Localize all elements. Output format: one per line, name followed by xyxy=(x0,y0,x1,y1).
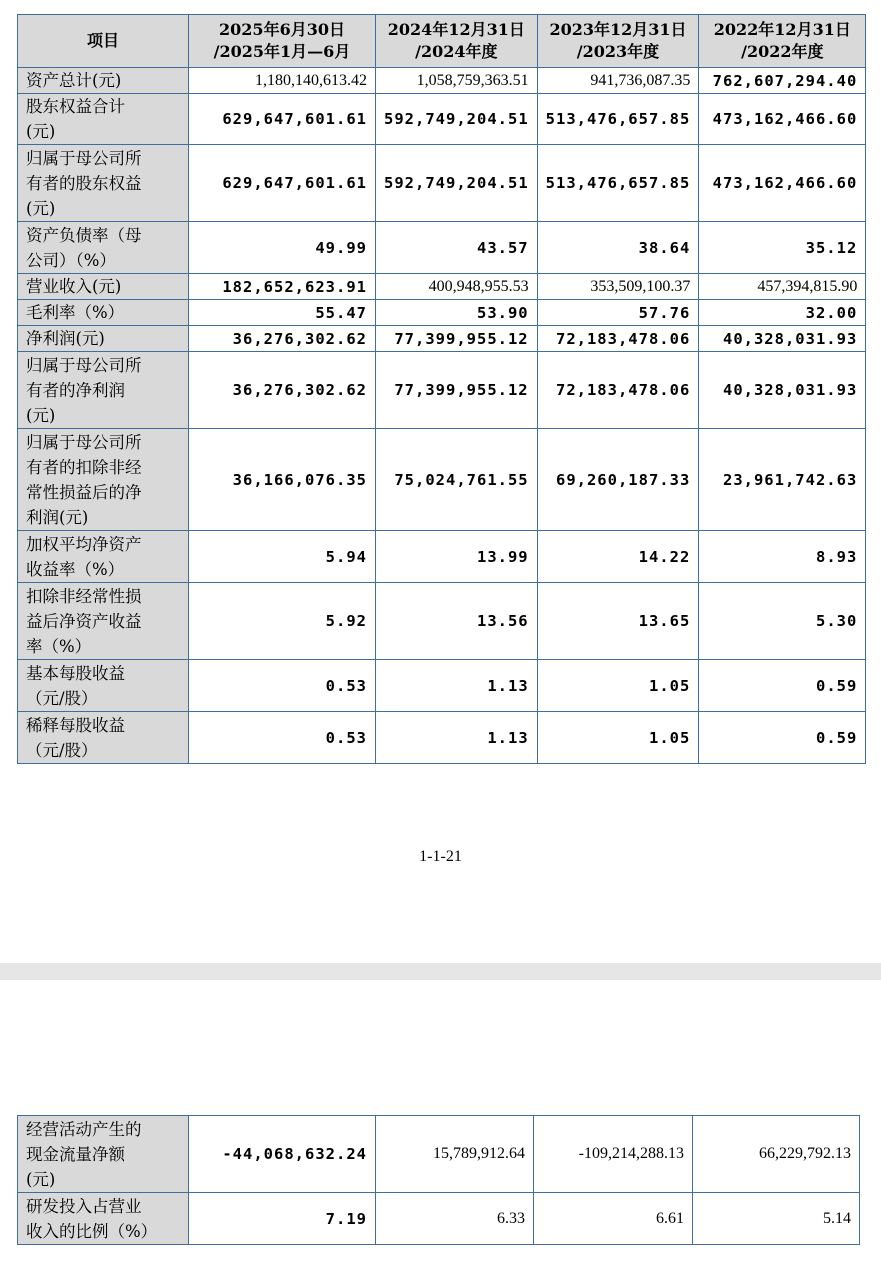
value-cell: 182,652,623.91 xyxy=(189,274,376,300)
row-label: 扣除非经常性损 益后净资产收益 率（%） xyxy=(18,583,189,660)
table-row xyxy=(18,352,866,429)
row-label: 经营活动产生的 现金流量净额 (元) xyxy=(18,1116,189,1193)
value-cell: 36,166,076.35 xyxy=(189,429,376,531)
value-cell: 7.19 xyxy=(189,1193,376,1245)
value-cell: 40,328,031.93 xyxy=(699,352,866,429)
table-row xyxy=(18,531,866,583)
table-row xyxy=(18,1193,860,1245)
value-cell: 762,607,294.40 xyxy=(699,68,866,94)
value-cell: 1,058,759,363.51 xyxy=(376,68,538,94)
value-cell: 5.14 xyxy=(693,1193,860,1245)
value-cell: 0.59 xyxy=(699,660,866,712)
value-cell: 5.30 xyxy=(699,583,866,660)
value-cell: 15,789,912.64 xyxy=(376,1116,534,1193)
row-label: 净利润(元) xyxy=(18,326,189,352)
value-cell: 629,647,601.61 xyxy=(189,145,376,222)
row-label: 加权平均净资产 收益率（%） xyxy=(18,531,189,583)
financial-table xyxy=(17,14,866,764)
value-cell: 592,749,204.51 xyxy=(376,145,538,222)
value-cell: 72,183,478.06 xyxy=(537,352,699,429)
row-label: 归属于母公司所 有者的净利润 (元) xyxy=(18,352,189,429)
value-cell: 457,394,815.90 xyxy=(699,274,866,300)
value-cell: 592,749,204.51 xyxy=(376,94,538,145)
row-label: 资产总计(元) xyxy=(18,68,189,94)
financial-table-continued xyxy=(17,1115,860,1245)
value-cell: 6.61 xyxy=(534,1193,693,1245)
table-row xyxy=(18,712,866,764)
value-cell: 72,183,478.06 xyxy=(537,326,699,352)
value-cell: 941,736,087.35 xyxy=(537,68,699,94)
row-label: 归属于母公司所 有者的扣除非经 常性损益后的净 利润(元) xyxy=(18,429,189,531)
row-label: 归属于母公司所 有者的股东权益 (元) xyxy=(18,145,189,222)
header-2024: 2024年12月31日 /2024年度 xyxy=(376,15,538,68)
value-cell: 36,276,302.62 xyxy=(189,352,376,429)
value-cell: 57.76 xyxy=(537,300,699,326)
value-cell: 1.05 xyxy=(537,712,699,764)
value-cell: 629,647,601.61 xyxy=(189,94,376,145)
value-cell: 1,180,140,613.42 xyxy=(189,68,376,94)
value-cell: 1.13 xyxy=(376,712,538,764)
page-separator xyxy=(0,963,881,980)
value-cell: 13.56 xyxy=(376,583,538,660)
header-2022: 2022年12月31日 /2022年度 xyxy=(699,15,866,68)
value-cell: 0.59 xyxy=(699,712,866,764)
value-cell: 473,162,466.60 xyxy=(699,94,866,145)
row-label: 基本每股收益 （元/股） xyxy=(18,660,189,712)
row-label: 稀释每股收益 （元/股） xyxy=(18,712,189,764)
value-cell: 69,260,187.33 xyxy=(537,429,699,531)
value-cell: 1.05 xyxy=(537,660,699,712)
value-cell: 55.47 xyxy=(189,300,376,326)
table-row xyxy=(18,222,866,274)
row-label: 研发投入占营业 收入的比例（%） xyxy=(18,1193,189,1245)
table-row xyxy=(18,68,866,94)
value-cell: 8.93 xyxy=(699,531,866,583)
value-cell: 77,399,955.12 xyxy=(376,326,538,352)
value-cell: 0.53 xyxy=(189,712,376,764)
table-row xyxy=(18,145,866,222)
table-row xyxy=(18,660,866,712)
table-row xyxy=(18,274,866,300)
header-item: 项目 xyxy=(18,15,189,68)
row-label: 资产负债率（母 公司）（%） xyxy=(18,222,189,274)
table-row xyxy=(18,429,866,531)
table-row xyxy=(18,94,866,145)
value-cell: 23,961,742.63 xyxy=(699,429,866,531)
value-cell: 353,509,100.37 xyxy=(537,274,699,300)
table-row xyxy=(18,1116,860,1193)
table-row xyxy=(18,326,866,352)
value-cell: 513,476,657.85 xyxy=(537,94,699,145)
value-cell: 49.99 xyxy=(189,222,376,274)
value-cell: 53.90 xyxy=(376,300,538,326)
row-label: 营业收入(元) xyxy=(18,274,189,300)
value-cell: 13.99 xyxy=(376,531,538,583)
value-cell: -44,068,632.24 xyxy=(189,1116,376,1193)
header-2023: 2023年12月31日 /2023年度 xyxy=(537,15,699,68)
header-2025h1: 2025年6月30日 /2025年1月—6月 xyxy=(189,15,376,68)
value-cell: 513,476,657.85 xyxy=(537,145,699,222)
value-cell: 6.33 xyxy=(376,1193,534,1245)
value-cell: 32.00 xyxy=(699,300,866,326)
value-cell: 75,024,761.55 xyxy=(376,429,538,531)
value-cell: -109,214,288.13 xyxy=(534,1116,693,1193)
value-cell: 36,276,302.62 xyxy=(189,326,376,352)
value-cell: 77,399,955.12 xyxy=(376,352,538,429)
value-cell: 38.64 xyxy=(537,222,699,274)
value-cell: 1.13 xyxy=(376,660,538,712)
value-cell: 400,948,955.53 xyxy=(376,274,538,300)
value-cell: 43.57 xyxy=(376,222,538,274)
table-row xyxy=(18,300,866,326)
value-cell: 13.65 xyxy=(537,583,699,660)
value-cell: 35.12 xyxy=(699,222,866,274)
page-number: 1-1-21 xyxy=(419,848,462,865)
value-cell: 473,162,466.60 xyxy=(699,145,866,222)
value-cell: 66,229,792.13 xyxy=(693,1116,860,1193)
value-cell: 5.92 xyxy=(189,583,376,660)
row-label: 毛利率（%） xyxy=(18,300,189,326)
value-cell: 5.94 xyxy=(189,531,376,583)
table-row xyxy=(18,583,866,660)
value-cell: 14.22 xyxy=(537,531,699,583)
row-label: 股东权益合计 (元) xyxy=(18,94,189,145)
value-cell: 0.53 xyxy=(189,660,376,712)
value-cell: 40,328,031.93 xyxy=(699,326,866,352)
